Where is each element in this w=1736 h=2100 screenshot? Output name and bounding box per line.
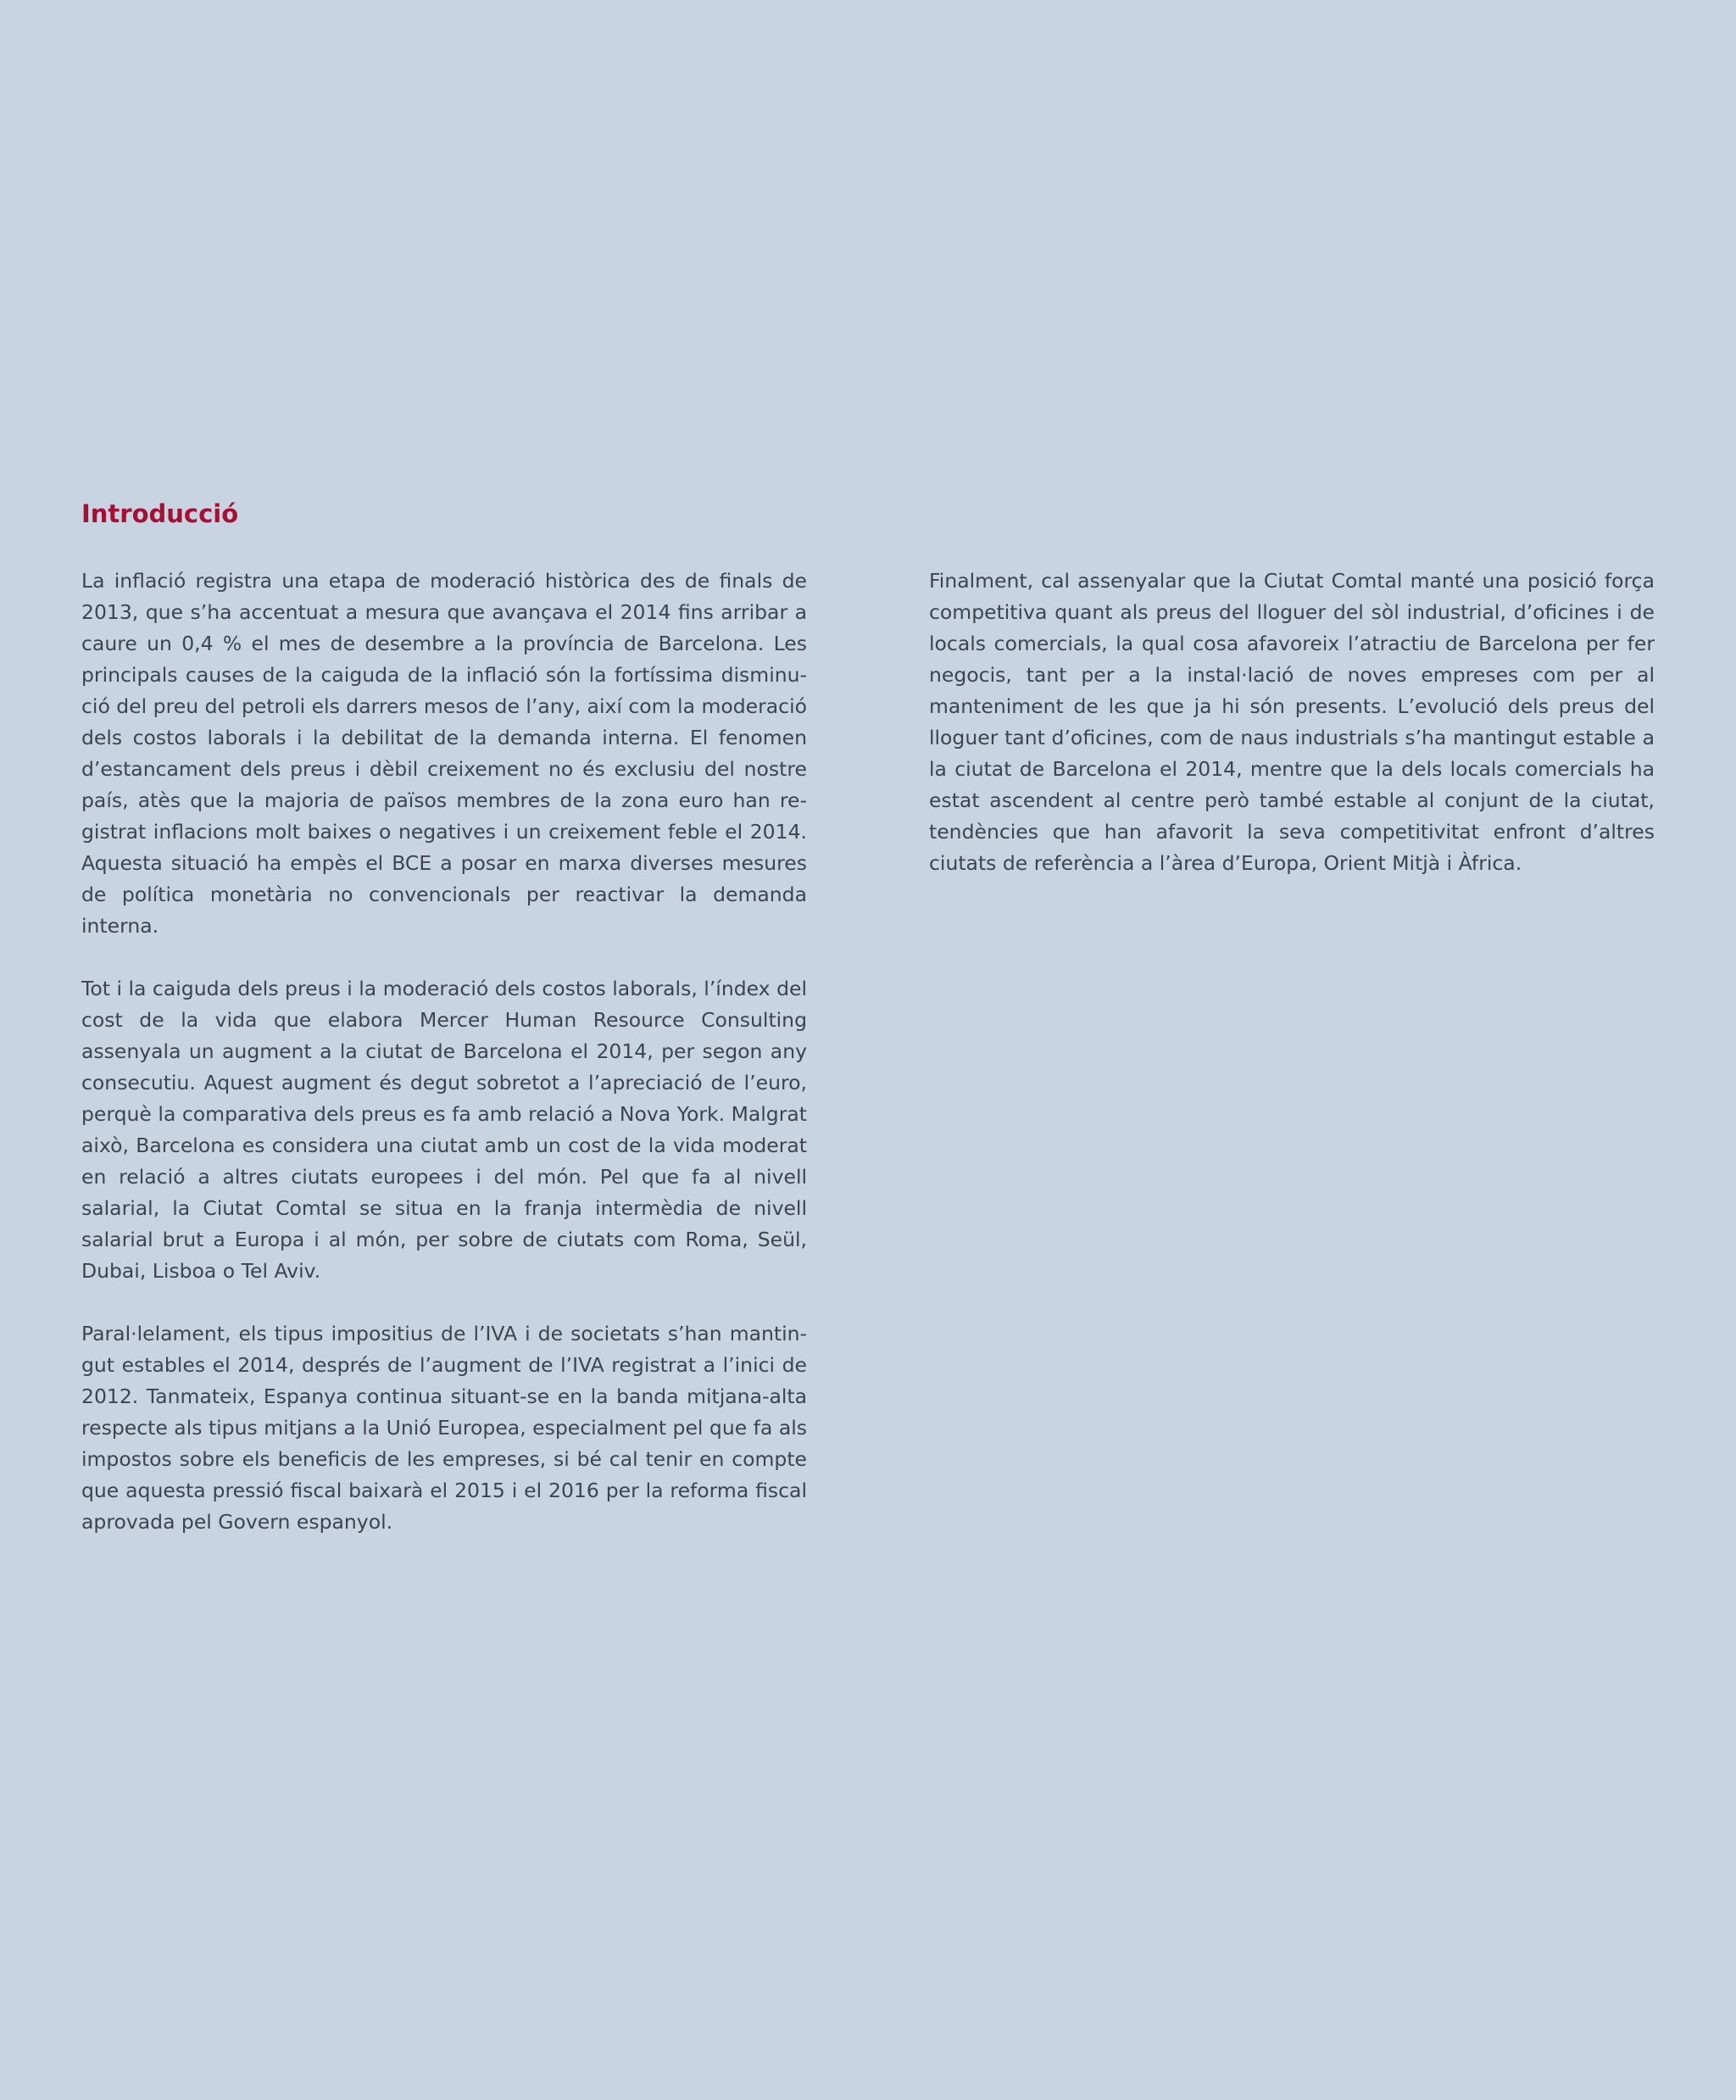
paragraph-cost-of-living: Tot i la caiguda dels preus i la moderació dels costos laborals, l’índex del cost de la vida que elabora Mercer Human Resource Consulting assenyala un augment a la ciutat de Barcelona el 2014, per segon any consecutiu. Aquest augment és degut sobretot a l’apreciació de l’euro, perquè la comparativa dels preus es fa amb relació a Nova York. Malgrat això, Barcelona es considera una ciutat amb un cost de la vida moderat en relació a altres ciutats europees i del món. Pel que fa al nivell salarial, la Ciutat Comtal se situa en la franja intermèdia de nivell salarial brut a Europa i al món, per sobre de ciutats com Roma, Seül, Dubai, Lisboa o Tel Aviv. <box>81 977 807 1283</box>
paragraph-taxes: Paral·lelament, els tipus impositius de l’IVA i de societats s’han mantingut estables el 2014, després de l’augment de l’IVA registrat a l’inici de 2012. Tanmateix, Espanya continua situant-se en la banda mitjana-alta respecte als tipus mitjans a la Unió Europea, especialment pel que fa als impostos sobre els beneficis de les empreses, si bé cal tenir en compte que aquesta pressió fiscal baixarà el 2015 i el 2016 per la reforma fiscal aprovada pel Govern espanyol. <box>81 1322 807 1534</box>
section-heading: Introducció <box>81 499 239 528</box>
paragraph-rental-prices: Finalment, cal assenyalar que la Ciutat Comtal manté una posició força competitiva quant als preus del lloguer del sòl industrial, d’oficines i de locals comercials, la qual cosa afavoreix l’atractiu de Barcelona per fer negocis, tant per a la instal·lació de noves empreses com per al manteniment de les que ja hi són presents. L’evolució dels preus del lloguer tant d’oficines, com de naus industrials s’ha mantingut estable a la ciutat de Barcelona el 2014, mentre que la dels locals comercials ha estat ascendent al centre però també estable al conjunt de la ciutat, tendències que han afavorit la seva competitivitat enfront d’altres ciutats de referència a l’àrea d’Europa, Orient Mitjà i Àfrica. <box>929 569 1655 875</box>
left-text-column <box>81 565 807 1538</box>
right-text-column <box>929 565 1655 879</box>
paragraph-inflation: La inflació registra una etapa de moderació històrica des de finals de 2013, que s’ha accentuat a mesura que avançava el 2014 fins arribar a caure un 0,4 % el mes de desembre a la província de Barcelona. Les principals causes de la caiguda de la inflació són la fortíssima disminució del preu del petroli els darrers mesos de l’any, així com la moderació dels costos laborals i la debilitat de la demanda interna. El fenomen d’estancament dels preus i dèbil creixement no és exclusiu del nostre país, atès que la majoria de països membres de la zona euro han registrat inflacions molt baixes o negatives i un creixement feble el 2014. Aquesta situació ha empès el BCE a posar en marxa diverses mesures de política monetària no convencionals per reactivar la demanda interna. <box>81 569 807 938</box>
